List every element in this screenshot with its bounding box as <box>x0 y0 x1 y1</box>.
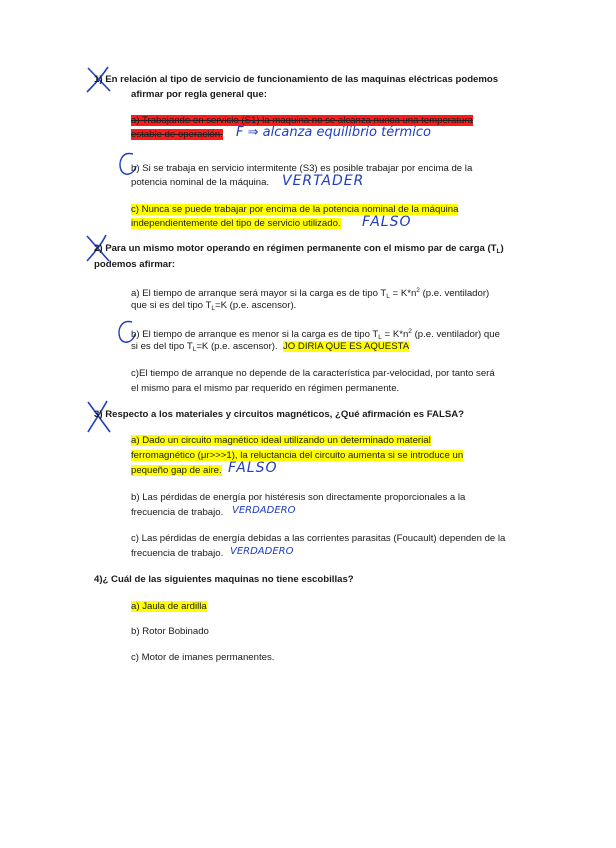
q2-option-b-t3: (p.e. ventilador) que <box>411 329 500 340</box>
q2-option-b-cont <box>131 341 409 356</box>
q1-option-b: b) Si se trabaja en servicio intermitente (S3) es posible trabajar por encima de la <box>131 163 473 174</box>
q1-title: 1) En relación al tipo de servicio de funcionamiento de las maquinas eléctricas podemos <box>94 74 499 85</box>
q1-note-b: VERTADER <box>282 173 365 189</box>
q2-note-b: JO DIRIA QUE ES AQUESTA <box>282 341 410 352</box>
q1-option-a-text-cont: estable de operación. <box>131 129 223 140</box>
q2-option-a-c1: que si es del tipo T <box>131 300 212 311</box>
q2-option-b-sub: L <box>378 334 382 341</box>
q2-option-a-c-sub: L <box>211 305 215 312</box>
q2-option-c: c)El tiempo de arranque no depende de la característica par-velocidad, por tanto será <box>131 368 495 379</box>
q2-title-cont: podemos afirmar: <box>94 259 176 270</box>
q1-option-c-cont <box>131 218 341 230</box>
q3-option-c: c) Las pérdidas de energía debidas a las corrientes parasitas (Foucault) dependen de la <box>131 533 506 544</box>
q3-option-a <box>131 435 431 447</box>
q3-option-a-text-cont2: pequeño gap de aire. <box>131 465 222 476</box>
q2-option-b-t1: b) El tiempo de arranque es menor si la carga es de tipo T <box>131 329 379 340</box>
q2-title <box>94 243 504 258</box>
q2-option-b-c1: si es del tipo T <box>131 341 193 352</box>
q3-option-b-cont: frecuencia de trabajo. <box>131 507 224 518</box>
q3-title: 3) Respecto a los materiales y circuitos magnéticos, ¿Qué afirmación es FALSA? <box>94 409 465 420</box>
q4-option-c: c) Motor de imanes permanentes. <box>131 652 275 663</box>
q3-option-a-cont2 <box>131 465 222 477</box>
q1-title-cont: afirmar por regla general que: <box>131 89 267 100</box>
q2-option-a-t2: = K*n <box>389 288 417 299</box>
q3-option-a-text-cont: ferromagnético (μr>>>1), la reluctancia del circuito aumenta si se introduce un <box>131 450 464 461</box>
q3-note-c: VERDADERO <box>230 546 294 557</box>
q2-option-b-t2: = K*n <box>381 329 409 340</box>
q1-note-c: FALSO <box>362 214 412 230</box>
q2-option-a-sup: 2 <box>416 287 420 294</box>
q3-option-c-cont: frecuencia de trabajo. <box>131 548 224 559</box>
q2-option-a-sub: L <box>386 293 390 300</box>
q2-title-text: 2) Para un mismo motor operando en régimen permanente con el mismo par de carga (T <box>94 243 497 254</box>
q1-option-c-text: c) Nunca se puede trabajar por encima de la potencia nominal de la máquina <box>131 204 459 215</box>
q2-option-b-sup: 2 <box>408 328 412 335</box>
q1-option-b-cont: potencia nominal de la máquina. <box>131 177 270 188</box>
q2-title-close: ) <box>500 243 504 254</box>
q4-option-a <box>131 601 207 613</box>
q4-option-b: b) Rotor Bobinado <box>131 626 209 637</box>
q2-option-b-c2: =K (p.e. ascensor). <box>196 341 278 352</box>
q2-option-a-cont <box>131 300 296 315</box>
q2-option-b-c-sub: L <box>192 346 197 353</box>
q1-option-c-text-cont: independientemente del tipo de servicio utilizado. <box>131 218 341 229</box>
q3-option-b: b) Las pérdidas de energía por histéresis son directamente proporcionales a la <box>131 492 466 503</box>
q4-title: 4)¿ Cuál de las siguientes maquinas no tiene escobillas? <box>94 574 354 585</box>
q1-option-a-text: a) Trabajando en servicio (S1) la maquina no se alcanza nunca una temperatura <box>131 115 473 126</box>
q2-option-a-t1: a) El tiempo de arranque será mayor si la carga es de tipo T <box>131 288 387 299</box>
q3-option-a-cont <box>131 450 463 462</box>
q3-note-a: FALSO <box>228 460 278 476</box>
q4-option-a-text: a) Jaula de ardilla <box>131 601 207 612</box>
q1-option-a-cont <box>131 129 223 141</box>
q1-note-a: F ⇒ alcanza equilibrio térmico <box>236 125 431 140</box>
q3-option-a-text: a) Dado un circuito magnético ideal utilizando un determinado material <box>131 435 431 446</box>
q2-option-c-cont: el mismo para el mismo par requerido en régimen permanente. <box>131 383 400 394</box>
q2-option-a-c2: =K (p.e. ascensor). <box>214 300 297 311</box>
q2-title-sub: L <box>496 248 501 255</box>
q2-option-a-t3: (p.e. ventilador) <box>419 288 490 299</box>
q3-note-b: VERDADERO <box>232 505 296 516</box>
